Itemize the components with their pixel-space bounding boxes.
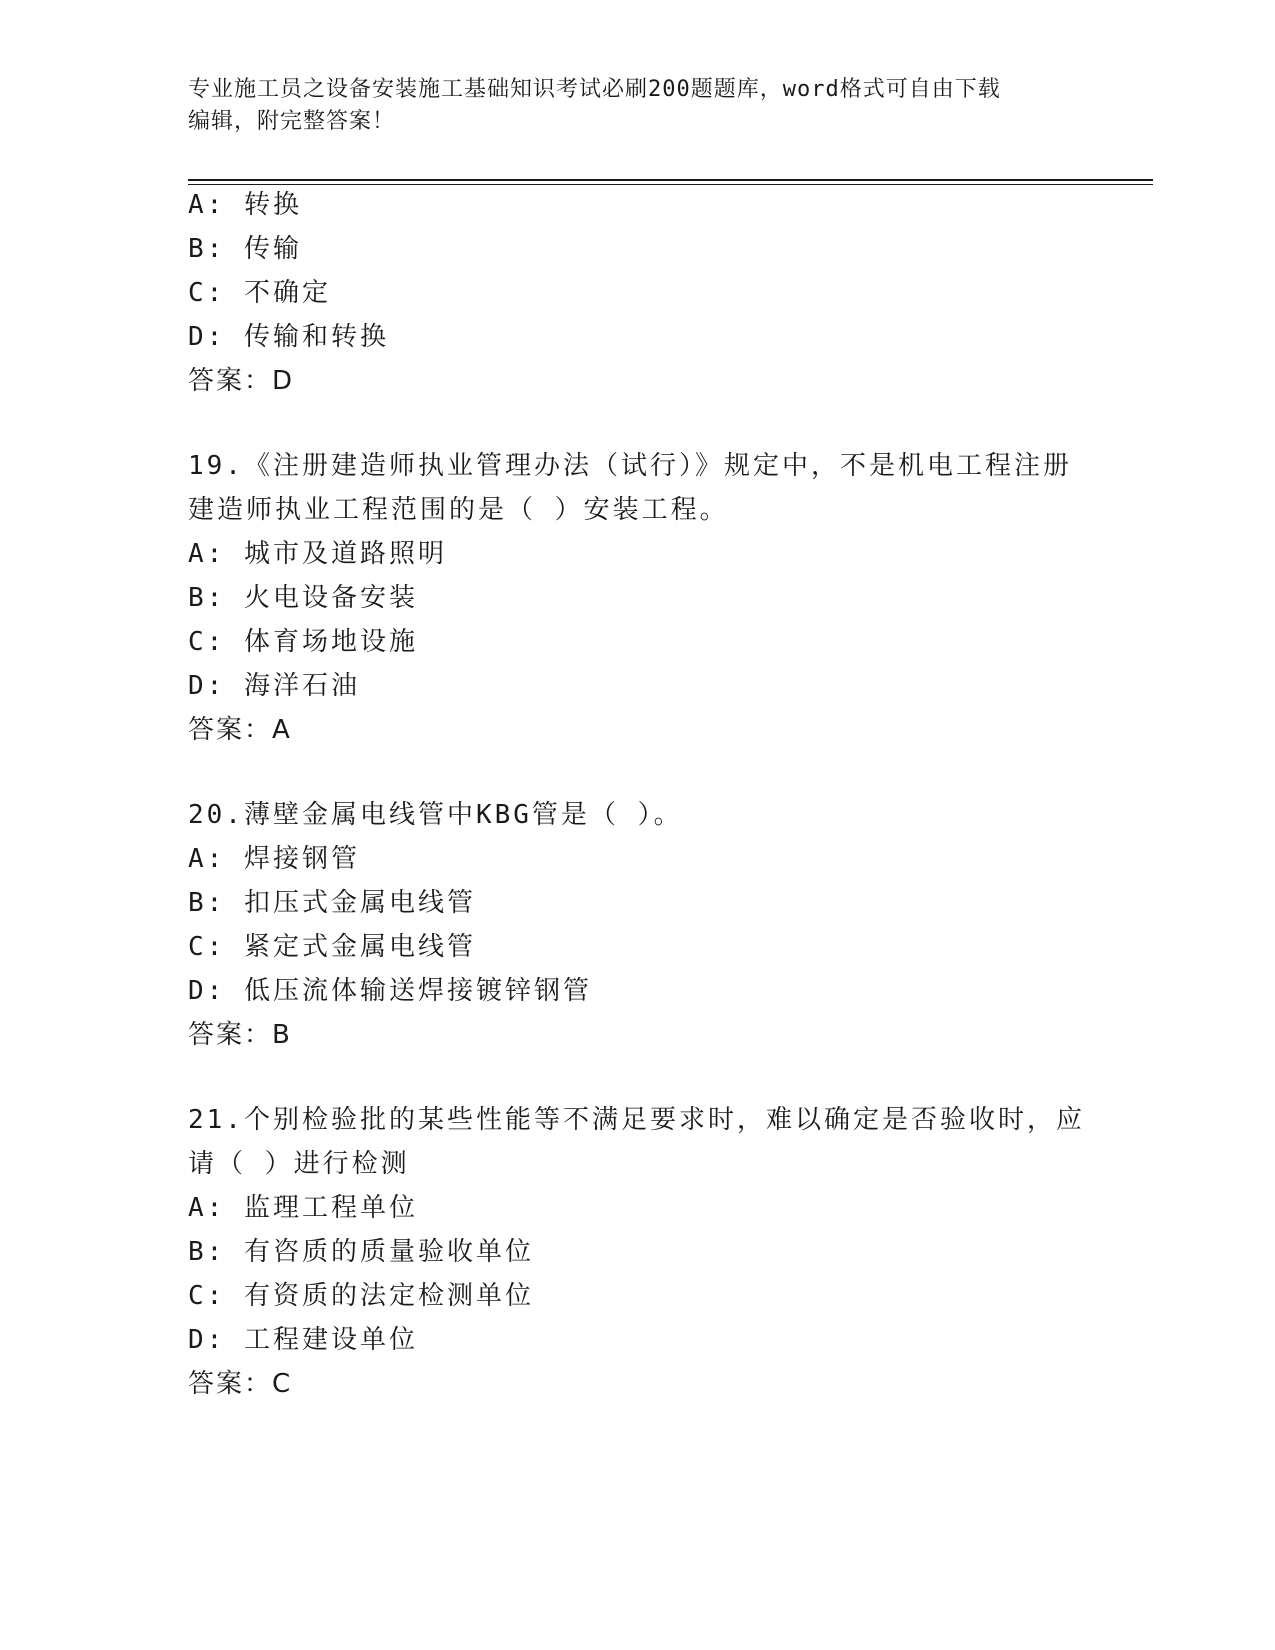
q21-stem-line-2: 请（ ）进行检测 [188,1149,410,1179]
q19-option-d: D: 海洋石油 [188,671,360,701]
q20-option-d: D: 低压流体输送焊接镀锌钢管 [188,976,592,1006]
document-header [188,74,1088,138]
q20-option-c: C: 紧定式金属电线管 [188,932,476,962]
header-divider-thick [188,179,1153,181]
prev-answer: 答案：D [188,366,295,396]
prev-option-b: B: 传输 [188,234,302,264]
prev-option-c: C: 不确定 [188,278,331,308]
q21-option-d: D: 工程建设单位 [188,1325,418,1355]
q19-option-c: C: 体育场地设施 [188,627,418,657]
q21-option-b: B: 有咨质的质量验收单位 [188,1237,534,1267]
q19-stem-line-2: 建造师执业工程范围的是（ ）安装工程。 [188,495,729,525]
q19-answer: 答案：A [188,715,292,745]
q19-option-a: A: 城市及道路照明 [188,539,447,569]
q20-answer: 答案：B [188,1020,292,1050]
q19-stem-line-1: 19.《注册建造师执业管理办法（试行）》规定中，不是机电工程注册 [188,451,1072,481]
header-divider-thin [188,184,1153,185]
q20-option-b: B: 扣压式金属电线管 [188,888,476,918]
header-title-line-1: 专业施工员之设备安装施工基础知识考试必刷200题题库，word格式可自由下载 [188,77,1001,102]
prev-option-d: D: 传输和转换 [188,322,389,352]
q21-answer: 答案：C [188,1369,293,1399]
header-title-line-2: 编辑，附完整答案！ [188,109,396,134]
q21-option-a: A: 监理工程单位 [188,1193,418,1223]
q21-stem-line-1: 21.个别检验批的某些性能等不满足要求时，难以确定是否验收时，应 [188,1105,1085,1135]
q20-option-a: A: 焊接钢管 [188,844,360,874]
q19-option-b: B: 火电设备安装 [188,583,418,613]
prev-option-a: A: 转换 [188,190,302,220]
q20-stem-line-1: 20.薄壁金属电线管中KBG管是（ ）。 [188,800,683,830]
q21-option-c: C: 有资质的法定检测单位 [188,1281,534,1311]
